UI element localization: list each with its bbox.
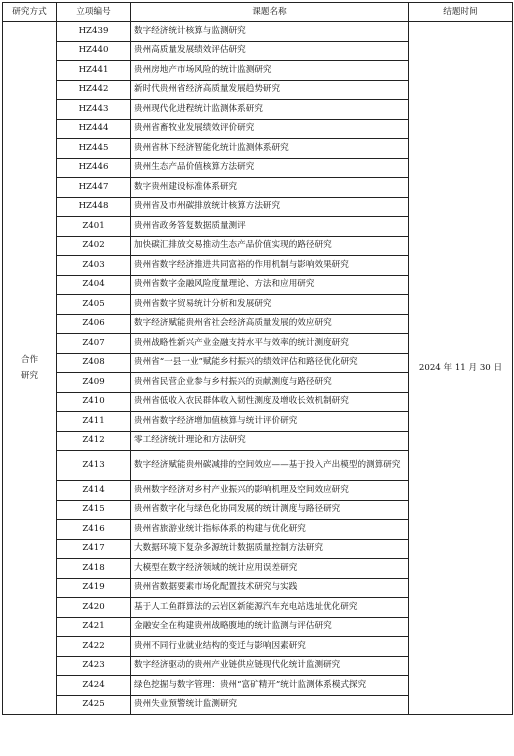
table-body [3, 22, 513, 715]
project-code-cell: Z418 [57, 559, 131, 579]
project-code-cell: HZ441 [57, 61, 131, 81]
project-code-cell: Z417 [57, 539, 131, 559]
project-code-cell: Z406 [57, 314, 131, 334]
project-title-cell: 金融安全在构建贵州战略腹地的统计监测与评估研究 [131, 617, 409, 637]
project-title-cell: 贵州战略性新兴产业金融支持水平与效率的统计测度研究 [131, 334, 409, 354]
header-row [3, 3, 513, 22]
research-method-text: 合作 [20, 355, 39, 365]
project-code-cell: HZ442 [57, 80, 131, 100]
project-title-cell: 贵州省数字贸易统计分析和发展研究 [131, 295, 409, 315]
project-title-cell: 数字经济驱动的贵州产业链供应链现代化统计监测研究 [131, 656, 409, 676]
project-code-cell: Z412 [57, 431, 131, 451]
project-title-cell: 贵州省“一县一业”赋能乡村振兴的绩效评估和路径优化研究 [131, 353, 409, 373]
project-title-cell: 新时代贵州省经济高质量发展趋势研究 [131, 80, 409, 100]
project-title-cell: 贵州省数字金融风险度量理论、方法和应用研究 [131, 275, 409, 295]
project-code-cell: Z420 [57, 598, 131, 618]
header-research-method: 研究方式 [3, 3, 57, 22]
project-code-cell: Z410 [57, 392, 131, 412]
project-title-cell: 贵州省畜牧业发展绩效评价研究 [131, 119, 409, 139]
project-code-cell: Z416 [57, 520, 131, 540]
project-title-cell: 贵州现代化进程统计监测体系研究 [131, 100, 409, 120]
project-title-cell: 贵州省数据要素市场化配置技术研究与实践 [131, 578, 409, 598]
research-method-text: 研究 [20, 371, 39, 381]
project-code-cell: Z409 [57, 373, 131, 393]
project-code-cell: Z411 [57, 412, 131, 432]
project-code-cell: Z419 [57, 578, 131, 598]
project-code-cell: Z421 [57, 617, 131, 637]
project-code-cell: Z401 [57, 217, 131, 237]
project-code-cell: HZ447 [57, 178, 131, 198]
project-title-cell: 数字贵州建设标准体系研究 [131, 178, 409, 198]
project-code-cell: HZ439 [57, 22, 131, 42]
project-code-cell: Z425 [57, 695, 131, 715]
header-project-code: 立项编号 [57, 3, 131, 22]
project-title-cell: 大模型在数字经济领域的统计应用误差研究 [131, 559, 409, 579]
project-title-cell: 贵州省及市州碳排放统计核算方法研究 [131, 197, 409, 217]
project-title-cell: 数字经济统计核算与监测研究 [131, 22, 409, 42]
project-code-cell: Z407 [57, 334, 131, 354]
project-title-cell: 数字经济赋能贵州省社会经济高质量发展的效应研究 [131, 314, 409, 334]
completion-date-cell: 2024 年 11 月 30 日 [409, 22, 513, 715]
project-title-cell: 贵州省林下经济智能化统计监测体系研究 [131, 139, 409, 159]
project-title-cell: 零工经济统计理论和方法研究 [131, 431, 409, 451]
project-title-cell: 贵州省民营企业参与乡村振兴的贡献测度与路径研究 [131, 373, 409, 393]
project-title-cell: 贵州数字经济对乡村产业振兴的影响机理及空间效应研究 [131, 481, 409, 501]
project-code-cell: HZ440 [57, 41, 131, 61]
project-code-cell: HZ446 [57, 158, 131, 178]
project-title-cell: 贵州省数字化与绿色化协同发展的统计测度与路径研究 [131, 500, 409, 520]
project-title-cell: 基于人工鱼群算法的云岩区新能源汽车充电站选址优化研究 [131, 598, 409, 618]
project-code-cell: Z424 [57, 676, 131, 696]
project-title-cell: 贵州失业预警统计监测研究 [131, 695, 409, 715]
project-title-cell: 大数据环境下复杂多源统计数据质量控制方法研究 [131, 539, 409, 559]
project-title-cell: 贵州生态产品价值核算方法研究 [131, 158, 409, 178]
project-code-cell: Z403 [57, 256, 131, 276]
table-row [3, 22, 513, 42]
project-code-cell: Z408 [57, 353, 131, 373]
project-code-cell: HZ443 [57, 100, 131, 120]
project-table [2, 2, 513, 715]
project-code-cell: Z422 [57, 637, 131, 657]
project-code-cell: Z423 [57, 656, 131, 676]
project-title-cell: 贵州省低收入农民群体收入韧性测度及增收长效机制研究 [131, 392, 409, 412]
project-title-cell: 绿色挖掘与数字管理：贵州“富矿精开”统计监测体系模式探究 [131, 676, 409, 696]
project-code-cell: Z404 [57, 275, 131, 295]
project-title-cell: 加快碳汇排放交易推动生态产品价值实现的路径研究 [131, 236, 409, 256]
project-title-cell: 贵州省数字经济推进共同富裕的作用机制与影响效果研究 [131, 256, 409, 276]
project-code-cell: HZ444 [57, 119, 131, 139]
project-title-cell: 贵州不同行业就业结构的变迁与影响因素研究 [131, 637, 409, 657]
project-title-cell: 贵州省政务答复数据质量测评 [131, 217, 409, 237]
project-title-cell: 贵州省旅游业统计指标体系的构建与优化研究 [131, 520, 409, 540]
project-title-cell: 数字经济赋能贵州碳减排的空间效应——基于投入产出模型的测算研究 [131, 451, 409, 481]
project-title-cell: 贵州房地产市场风险的统计监测研究 [131, 61, 409, 81]
project-code-cell: HZ448 [57, 197, 131, 217]
project-code-cell: HZ445 [57, 139, 131, 159]
project-code-cell: Z413 [57, 451, 131, 481]
header-project-title: 课题名称 [131, 3, 409, 22]
project-code-cell: Z415 [57, 500, 131, 520]
project-code-cell: Z414 [57, 481, 131, 501]
project-code-cell: Z402 [57, 236, 131, 256]
project-code-cell: Z405 [57, 295, 131, 315]
project-title-cell: 贵州高质量发展绩效评估研究 [131, 41, 409, 61]
header-completion-date: 结题时间 [409, 3, 513, 22]
research-method-cell [3, 22, 57, 715]
project-title-cell: 贵州省数字经济增加值核算与统计评价研究 [131, 412, 409, 432]
